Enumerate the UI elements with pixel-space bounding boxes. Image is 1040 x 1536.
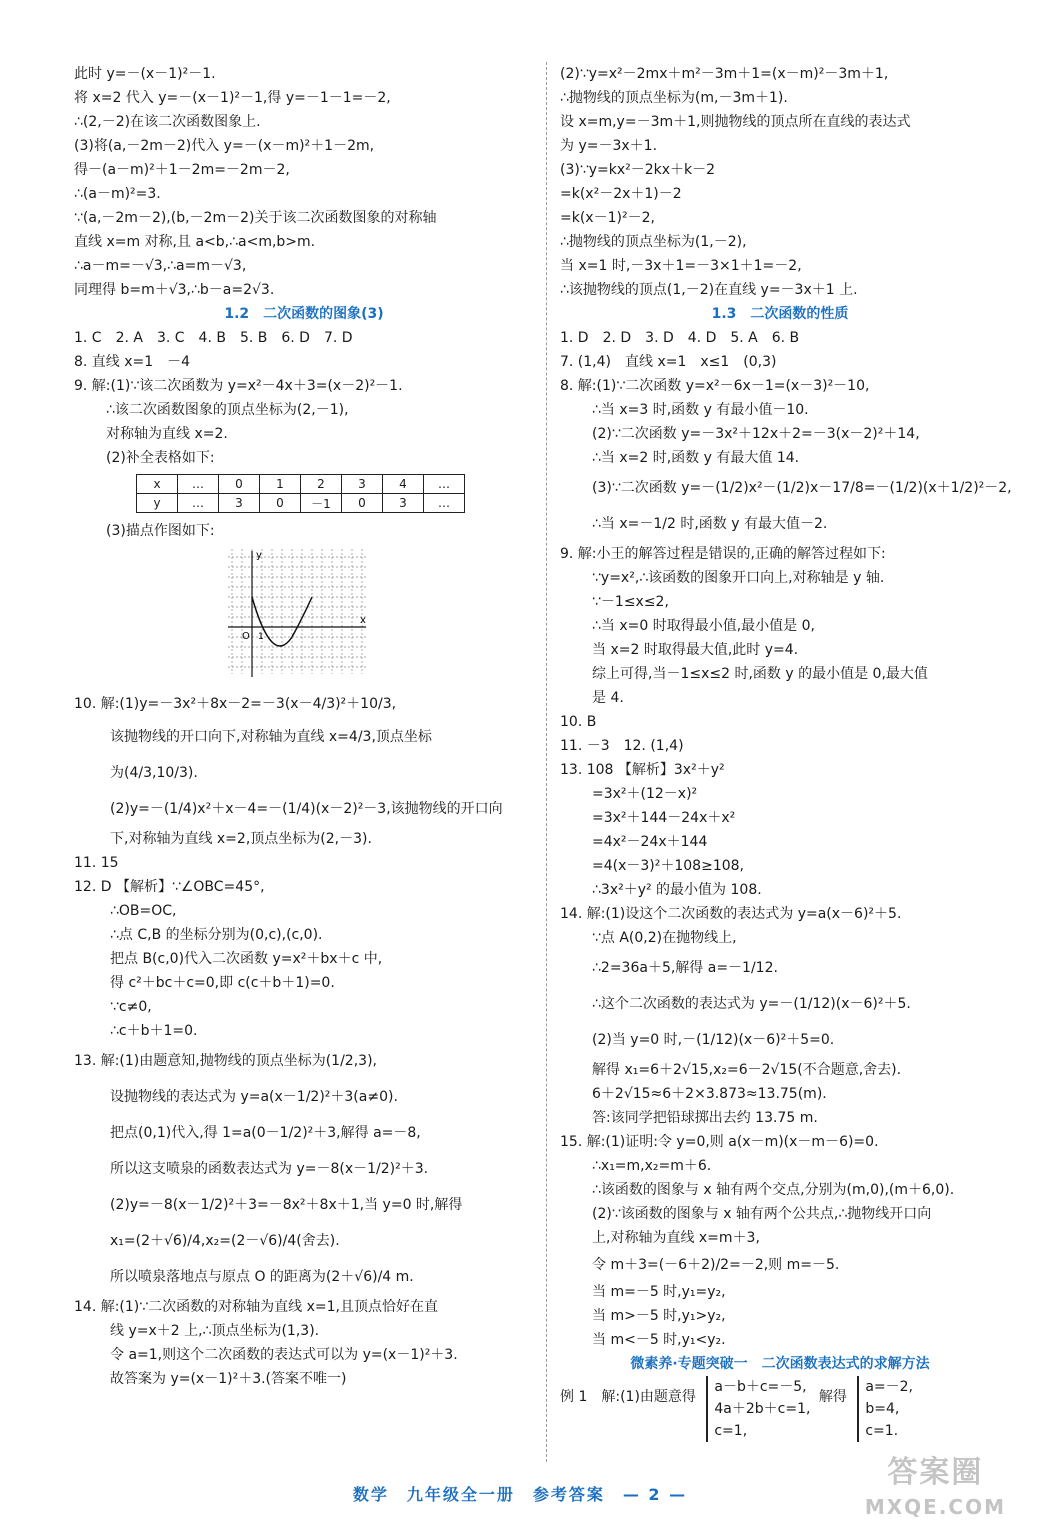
unit-label: 1 [258, 632, 264, 642]
answer-line: 上,对称轴为直线 x=m＋3, [592, 1230, 760, 1246]
answer-line: =4(x－3)²＋108≥108, [592, 858, 744, 874]
table-cell: … [424, 494, 465, 513]
equation: a－b＋c=－5, [714, 1379, 807, 1395]
answer-line: 8. 直线 x=1 －4 [74, 354, 191, 370]
answer-line: ∴该函数的图象与 x 轴有两个交点,分别为(m,0),(m＋6,0). [592, 1182, 955, 1198]
table-cell: 1 [260, 475, 301, 494]
text-line: 直线 x=m 对称,且 a<b,∴a<m,b>m. [74, 234, 316, 250]
origin-label: O [242, 631, 250, 642]
answer-line: 12. D 【解析】∵∠OBC=45°, [74, 879, 265, 895]
answer-line: 所以喷泉落地点与原点 O 的距离为(2＋√6)/4 m. [110, 1269, 414, 1285]
page-footer: 数学 九年级全一册 参考答案 — 2 — [352, 1485, 688, 1504]
answer-line: 为(4/3,10/3). [110, 765, 198, 781]
value-table [136, 474, 465, 513]
answer-line: (2)y=－(1/4)x²＋x－4=－(1/4)(x－2)²－3,该抛物线的开口向 [110, 801, 503, 817]
answer-line: ∴OB=OC, [110, 903, 177, 919]
answer-line: ∴当 x=－1/2 时,函数 y 有最大值－2. [592, 516, 828, 532]
watermark-url: MXQE.COM [864, 1495, 1006, 1519]
table-row [137, 494, 465, 513]
answer-line: 线 y=x＋2 上,∴顶点坐标为(1,3). [110, 1323, 320, 1339]
answer-line: ∴2=36a＋5,解得 a=－1/12. [592, 960, 778, 976]
answer-line: 得 c²＋bc＋c=0,即 c(c＋b＋1)=0. [110, 975, 335, 991]
text-line: 当 x=1 时,－3x＋1=－3×1＋1=－2, [560, 258, 802, 274]
table-cell: 3 [342, 475, 383, 494]
answer-line: =3x²＋144－24x＋x² [592, 810, 736, 826]
answer-line: (2)∵二次函数 y=－3x²＋12x＋2=－3(x－2)²＋14, [592, 426, 920, 442]
answer-line: 是 4. [592, 690, 624, 706]
text-line: ∴a－m=－√3,∴a=m－√3, [74, 258, 247, 274]
table-cell: y [137, 494, 178, 513]
table-cell: 4 [383, 475, 424, 494]
table-cell: 0 [342, 494, 383, 513]
text-line: (3)∵y=kx²－2kx＋k－2 [560, 162, 716, 178]
y-axis-label: y [256, 550, 262, 561]
answer-line: 14. 解:(1)设这个二次函数的表达式为 y=a(x－6)²＋5. [560, 906, 902, 922]
answer-line: 13. 108 【解析】3x²＋y² [560, 762, 725, 778]
answer-line: 14. 解:(1)∵二次函数的对称轴为直线 x=1,且顶点恰好在直 [74, 1299, 438, 1315]
text-line: 设 x=m,y=－3m＋1,则抛物线的顶点所在直线的表达式 [560, 114, 911, 130]
equation-system [706, 1376, 810, 1442]
answer-line: 当 m=－5 时,y₁=y₂, [592, 1284, 726, 1300]
answer-line: 所以这支喷泉的函数表达式为 y=－8(x－1/2)²＋3. [110, 1161, 429, 1177]
solution: c=1. [865, 1423, 899, 1439]
answer-line: 答:该同学把铅球掷出去约 13.75 m. [592, 1110, 818, 1126]
answer-line: 令 a=1,则这个二次函数的表达式可以为 y=(x－1)²＋3. [110, 1347, 458, 1363]
answer-line: 综上可得,当－1≤x≤2 时,函数 y 的最小值是 0,最大值 [592, 666, 928, 682]
table-row [137, 475, 465, 494]
example-1 [560, 1376, 1000, 1442]
answer-line: 8. 解:(1)∵二次函数 y=x²－6x－1=(x－3)²－10, [560, 378, 870, 394]
text-line: 得－(a－m)²＋1－2m=－2m－2, [74, 162, 290, 178]
answer-line: 故答案为 y=(x－1)²＋3.(答案不唯一) [110, 1371, 347, 1387]
text-line: ∴该抛物线的顶点(1,－2)在直线 y=－3x＋1 上. [560, 282, 858, 298]
answer-line: 7. (1,4) 直线 x=1 x≤1 (0,3) [560, 354, 777, 370]
answer-line: 13. 解:(1)由题意知,抛物线的顶点坐标为(1/2,3), [74, 1053, 377, 1069]
table-cell: … [178, 475, 219, 494]
answer-line: 9. 解:(1)∵该二次函数为 y=x²－4x＋3=(x－2)²－1. [74, 378, 403, 394]
text-line: 为 y=－3x＋1. [560, 138, 658, 154]
text-line: ∴(a－m)²=3. [74, 186, 161, 202]
answer-line: (3)描点作图如下: [106, 523, 215, 539]
solution-system [857, 1376, 913, 1442]
answer-line: ∵－1≤x≤2, [592, 594, 669, 610]
equation: c=1, [714, 1423, 748, 1439]
left-column [74, 62, 534, 1391]
answer-line: ∴点 C,B 的坐标分别为(0,c),(c,0). [110, 927, 323, 943]
column-divider [546, 62, 547, 1462]
table-cell: 0 [260, 494, 301, 513]
text-line: (3)将(a,－2m－2)代入 y=－(x－m)²＋1－2m, [74, 138, 375, 154]
answer-line: 当 x=2 时取得最大值,此时 y=4. [592, 642, 799, 658]
parabola-graph [228, 549, 368, 679]
answer-line: (2)当 y=0 时,－(1/12)(x－6)²＋5=0. [592, 1032, 835, 1048]
text-line: ∴(2,－2)在该二次函数图象上. [74, 114, 261, 130]
table-cell: 2 [301, 475, 342, 494]
solution: a=－2, [865, 1379, 914, 1395]
answer-line: 当 m>－5 时,y₁>y₂, [592, 1308, 726, 1324]
answer-line: (2)y=－8(x－1/2)²＋3=－8x²＋8x＋1,当 y=0 时,解得 [110, 1197, 463, 1213]
answer-line: 当 m<－5 时,y₁<y₂. [592, 1332, 726, 1348]
answer-line: 1. D 2. D 3. D 4. D 5. A 6. B [560, 330, 800, 346]
answer-line: 下,对称轴为直线 x=2,顶点坐标为(2,－3). [110, 831, 372, 847]
answer-line: (2)补全表格如下: [106, 450, 215, 466]
section-title: 1.3 二次函数的性质 [711, 306, 849, 322]
answer-line: =4x²－24x＋144 [592, 834, 708, 850]
section-title: 1.2 二次函数的图象(3) [224, 306, 384, 322]
solution: b=4, [865, 1401, 900, 1417]
answer-line: 把点(0,1)代入,得 1=a(0－1/2)²＋3,解得 a=－8, [110, 1125, 421, 1141]
answer-line: 解得 x₁=6＋2√15,x₂=6－2√15(不合题意,舍去). [592, 1062, 902, 1078]
text-line: =k(x－1)²－2, [560, 210, 655, 226]
watermark-logo [865, 1456, 1006, 1524]
text-line: ∵(a,－2m－2),(b,－2m－2)关于该二次函数图象的对称轴 [74, 210, 437, 226]
section-title: 微素养·专题突破一 二次函数表达式的求解方法 [630, 1356, 930, 1372]
answer-line: 把点 B(c,0)代入二次函数 y=x²＋bx＋c 中, [110, 951, 383, 967]
text-line: ∴抛物线的顶点坐标为(m,－3m＋1). [560, 90, 788, 106]
answer-line: x₁=(2＋√6)/4,x₂=(2－√6)/4(舍去). [110, 1233, 340, 1249]
table-cell: … [178, 494, 219, 513]
answer-line: 9. 解:小王的解答过程是错误的,正确的解答过程如下: [560, 546, 886, 562]
answer-line: 对称轴为直线 x=2. [106, 426, 228, 442]
text-line: (2)∵y=x²－2mx＋m²－3m＋1=(x－m)²－3m＋1, [560, 66, 889, 82]
answer-line: ∴当 x=2 时,函数 y 有最大值 14. [592, 450, 800, 466]
text-line: ∴抛物线的顶点坐标为(1,－2), [560, 234, 747, 250]
answer-line: ∵y=x²,∴该函数的图象开口向上,对称轴是 y 轴. [592, 570, 885, 586]
answer-line: 6＋2√15≈6＋2×3.873≈13.75(m). [592, 1086, 827, 1102]
right-column [560, 62, 1012, 1442]
answer-line: 该抛物线的开口向下,对称轴为直线 x=4/3,顶点坐标 [110, 729, 432, 745]
answer-line: ∴当 x=3 时,函数 y 有最小值－10. [592, 402, 809, 418]
table-cell: x [137, 475, 178, 494]
answer-line: 11. －3 12. (1,4) [560, 738, 684, 754]
answer-line: 10. B [560, 714, 597, 730]
answer-line: 令 m＋3=(－6＋2)/2=－2,则 m=－5. [592, 1257, 840, 1273]
table-cell: 0 [219, 475, 260, 494]
text-line: 此时 y=－(x－1)²－1. [74, 66, 216, 82]
solve-word: 解得 [818, 1389, 847, 1405]
answer-line: ∴该二次函数图象的顶点坐标为(2,－1), [106, 402, 349, 418]
answer-line: ∵c≠0, [110, 999, 152, 1015]
text-line: =k(x²－2x＋1)－2 [560, 186, 682, 202]
text-line: 将 x=2 代入 y=－(x－1)²－1,得 y=－1－1=－2, [74, 90, 391, 106]
answer-line: ∴这个二次函数的表达式为 y=－(1/12)(x－6)²＋5. [592, 996, 911, 1012]
table-cell: … [424, 475, 465, 494]
answer-line: 11. 15 [74, 855, 119, 871]
answer-line: 15. 解:(1)证明:令 y=0,则 a(x－m)(x－m－6)=0. [560, 1134, 879, 1150]
answer-line: 10. 解:(1)y=－3x²＋8x－2=－3(x－4/3)²＋10/3, [74, 696, 397, 712]
answer-line: (2)∵该函数的图象与 x 轴有两个公共点,∴抛物线开口向 [592, 1206, 932, 1222]
answer-line: 1. C 2. A 3. C 4. B 5. B 6. D 7. D [74, 330, 353, 346]
answer-line: ∴c＋b＋1=0. [110, 1023, 198, 1039]
table-cell: 3 [383, 494, 424, 513]
answer-line: =3x²＋(12－x)² [592, 786, 698, 802]
equation: 4a＋2b＋c=1, [714, 1401, 811, 1417]
answer-line: ∴3x²＋y² 的最小值为 108. [592, 882, 762, 898]
table-cell: 3 [219, 494, 260, 513]
text-line: 同理得 b=m＋√3,∴b－a=2√3. [74, 282, 275, 298]
example-label: 例 1 解:(1)由题意得 [560, 1389, 696, 1405]
answer-line: ∴x₁=m,x₂=m＋6. [592, 1158, 712, 1174]
x-axis-label: x [360, 615, 366, 626]
answer-line: (3)∵二次函数 y=－(1/2)x²－(1/2)x－17/8=－(1/2)(x＋1/2)²－2, [592, 480, 1012, 496]
watermark-text: 答案圈 [887, 1455, 984, 1490]
answer-line: 设抛物线的表达式为 y=a(x－1/2)²＋3(a≠0). [110, 1089, 398, 1105]
table-cell: －1 [301, 494, 342, 513]
answer-line: ∵点 A(0,2)在抛物线上, [592, 930, 737, 946]
answer-line: ∴当 x=0 时取得最小值,最小值是 0, [592, 618, 815, 634]
